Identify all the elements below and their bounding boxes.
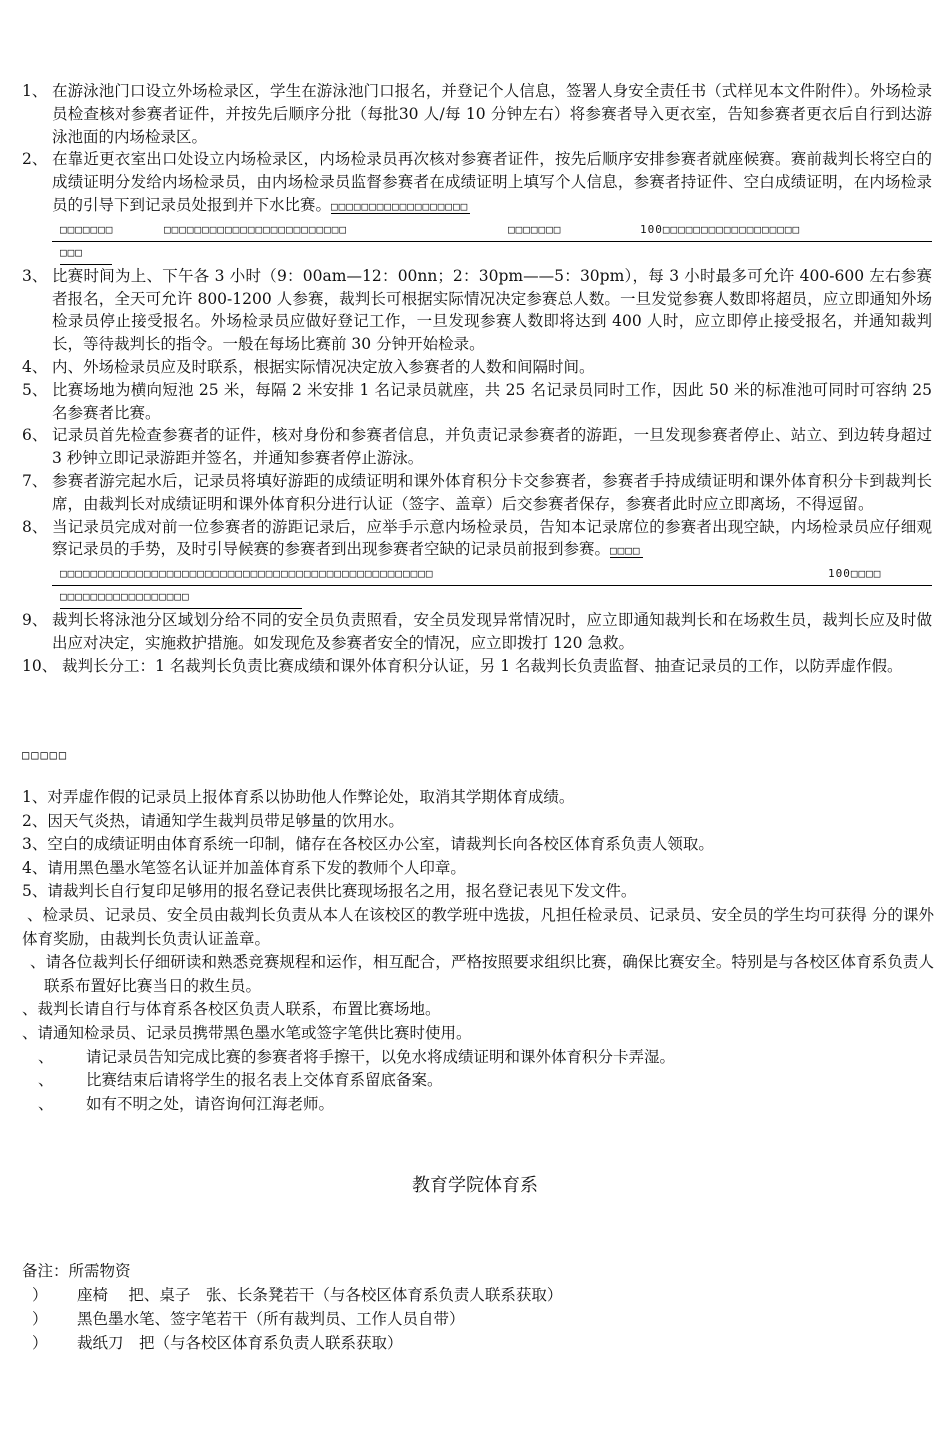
note-prefix: 、 <box>22 905 43 924</box>
item-text: 比赛时间为上、下午各 3 小时（9：00am—12：00nn；2：30pm——5：30pm），每 3 小时最多可允许 400-600 左右参赛者报名，全天可允许 800-1200 人参赛，裁判长可根据实际情况决定参赛总人数。一旦发觉参赛人数即将超员，应立即通知外场检录员停止接受报名。外场检录员应做好登记工作，一旦发现参赛人数即将达到 400 人时，应立即停止接受报名，并通知裁判长，等待裁判长的指令。一般在每场比赛前 30 分钟开始检录。 <box>52 266 932 354</box>
supply-item <box>22 1331 922 1355</box>
supply-item <box>22 1283 922 1307</box>
note-prefix: 4、 <box>22 858 48 877</box>
note-text: 请裁判长自行复印足够用的报名登记表供比赛现场报名之用，报名登记表见下发文件。 <box>47 882 637 901</box>
garbled-text: □□□□□□□□□□□□□□□□□□□□□□□□□□□□□□□□□□□□□□□□□□□□□□□□□ <box>60 567 434 581</box>
list-item <box>22 470 932 516</box>
garbled-text: 100□□□□ <box>828 567 882 581</box>
procedure-list <box>22 80 932 678</box>
list-item <box>22 148 932 264</box>
list-item <box>22 609 932 655</box>
garbled-text: 100□□□□□□□□□□□□□□□□□□ <box>640 222 801 236</box>
note-item <box>22 998 934 1022</box>
supply-prefix: ） <box>32 1310 48 1328</box>
item-number: 7、 <box>22 471 48 490</box>
issuing-organization: 教育学院体育系 <box>412 1175 538 1196</box>
note-text: 请用黑色墨水笔签名认证并加盖体育系下发的教师个人印章。 <box>47 858 466 877</box>
note-item <box>22 1069 934 1093</box>
item-text: 在游泳池门口设立外场检录区，学生在游泳池门口报名，并登记个人信息，签署人身安全责任书（式样见本文件附件）。外场检录员检查核对参赛者证件，并按先后顺序分批（每批30 人/每 10 分钟左右）将参赛者导入更衣室，告知参赛者更衣后自行到达游泳池面的内场检录区。 <box>52 82 932 146</box>
note-prefix: 、 <box>38 1071 54 1090</box>
item-number: 10、 <box>22 656 58 675</box>
item-text: 裁判长将泳池分区域划分给不同的安全员负责照看，安全员发现异常情况时，应立即通知裁判长和在场救生员，裁判长应及时做出应对决定，实施救护措施。如发现危及参赛者安全的情况，应立即拨打 120 急救。 <box>52 611 932 652</box>
item-text: 比赛场地为横向短池 25 米，每隔 2 米安排 1 名记录员就座，共 25 名记录员同时工作，因此 50 米的标准池可同时可容纳 25 名参赛者比赛。 <box>52 380 932 422</box>
supply-text: 座椅 把、桌子 张、长条凳若干（与各校区体育系负责人联系获取） <box>77 1286 563 1304</box>
note-item <box>22 810 934 834</box>
note-text: 请记录员告知完成比赛的参赛者将手擦干，以免水将成绩证明和课外体育积分卡弄湿。 <box>86 1047 676 1066</box>
supplies-title: 备注：所需物资 <box>22 1262 131 1280</box>
garbled-text: □□□□□□□□□□□□□□□□□ <box>60 590 190 604</box>
item-number: 1、 <box>22 82 48 100</box>
item-text: 内、外场检录员应及时联系，根据实际情况决定放入参赛者的人数和间隔时间。 <box>52 357 595 376</box>
item-text <box>52 148 932 218</box>
list-item <box>22 655 932 678</box>
item-number: 2、 <box>22 150 48 169</box>
note-item <box>22 951 934 998</box>
garbled-text: □□□□□□□ <box>508 222 562 236</box>
item-number: 8、 <box>22 517 48 536</box>
note-item <box>22 1022 934 1046</box>
list-item <box>22 356 932 379</box>
garbled-text: □□□□□□□□□□□□□□□□□□□□□□□□ <box>164 222 347 236</box>
supply-item <box>22 1307 922 1331</box>
note-prefix: 1、 <box>22 788 48 806</box>
item-text: 参赛者游完起水后，记录员将填好游距的成绩证明和课外体育积分卡交参赛者，参赛者手持成绩证明和课外体育积分卡到裁判长席，由裁判长对成绩证明和课外体育积分进行认证（签字、盖章）后交参赛者保存，参赛者此时应立即离场，不得逗留。 <box>52 471 932 513</box>
supply-text: 裁纸刀 把（与各校区体育系负责人联系获取） <box>77 1334 403 1352</box>
note-item <box>22 833 934 857</box>
item-number: 5、 <box>22 380 48 399</box>
garbled-text: □□□□ <box>610 544 641 558</box>
notes-list <box>22 786 934 1116</box>
garbled-text: □□□ <box>60 245 83 259</box>
garbled-line <box>60 586 302 609</box>
list-item <box>22 516 932 610</box>
list-item <box>22 265 932 356</box>
note-prefix: 2、 <box>22 811 48 830</box>
note-prefix: 5、 <box>22 882 48 901</box>
item-number: 3、 <box>22 266 48 285</box>
note-prefix: 、 <box>22 1000 38 1019</box>
note-prefix: 、 <box>38 1094 54 1113</box>
note-text: 因天气炎热，请通知学生裁判员带足够量的饮用水。 <box>47 811 404 830</box>
note-item <box>22 904 934 951</box>
garbled-line <box>60 242 112 265</box>
note-item <box>22 1093 934 1117</box>
note-prefix: 、 <box>30 953 46 972</box>
garbled-line <box>52 219 932 242</box>
note-prefix: 3、 <box>22 835 48 854</box>
supply-prefix: ） <box>32 1286 48 1304</box>
item-number: 9、 <box>22 611 48 630</box>
note-text: 检录员、记录员、安全员由裁判长负责从本人在该校区的教学班中选拔，凡担任检录员、记录员、安全员的学生均可获得 分的课外体育奖励，由裁判长负责认证盖章。 <box>22 905 934 948</box>
garbled-text: □□□□□□□□□□□□□□□□□□ <box>331 199 469 213</box>
note-text: 如有不明之处，请咨询何江海老师。 <box>86 1094 335 1113</box>
note-item <box>22 786 934 810</box>
item-text: 记录员首先检查参赛者的证件，核对身份和参赛者信息，并负责记录参赛者的游距，一旦发现参赛者停止、站立、到边转身超过 3 秒钟立即记录游距并签名，并通知参赛者停止游泳。 <box>52 426 932 468</box>
note-item <box>22 1046 934 1070</box>
list-item <box>22 424 932 470</box>
garbled-line <box>52 563 932 586</box>
supply-text: 黑色墨水笔、签字笔若干（所有裁判员、工作人员自带） <box>77 1310 465 1328</box>
supplies-section <box>22 1259 922 1355</box>
item-text <box>52 516 932 564</box>
supply-prefix: ） <box>32 1334 48 1352</box>
note-text: 空白的成绩证明由体育系统一印制，储存在各校区办公室，请裁判长向各校区体育系负责人领取。 <box>47 835 714 854</box>
note-prefix: 、 <box>38 1047 54 1066</box>
item-number: 6、 <box>22 426 48 445</box>
item-text: 裁判长分工：1 名裁判长负责比赛成绩和课外体育积分认证，另 1 名裁判长负责监督、抽查记录员的工作，以防弄虚作假。 <box>62 656 903 675</box>
note-text: 请通知检录员、记录员携带黑色墨水笔或签字笔供比赛时使用。 <box>37 1023 472 1042</box>
garbled-text: □□□□□□□ <box>60 222 114 236</box>
note-text: 对弄虚作假的记录员上报体育系以协助他人作弊论处，取消其学期体育成绩。 <box>47 788 575 806</box>
section-heading: □□□□□ <box>22 748 69 762</box>
list-item <box>22 379 932 425</box>
note-item <box>22 857 934 881</box>
note-prefix: 、 <box>22 1023 38 1042</box>
note-text: 比赛结束后请将学生的报名表上交体育系留底备案。 <box>86 1071 443 1090</box>
list-item <box>22 80 932 148</box>
note-text: 请各位裁判长仔细研读和熟悉竞赛规程和运作，相互配合，严格按照要求组织比赛，确保比赛安全。特别是与各校区体育系负责人联系布置好比赛当日的救生员。 <box>44 953 934 995</box>
item-text-body: 在靠近更衣室出口处设立内场检录区，内场检录员再次核对参赛者证件，按先后顺序安排参赛者就座候赛。赛前裁判长将空白的成绩证明分发给内场检录员，由内场检录员监督参赛者在成绩证明上填写个人信息，参赛者持证件、空白成绩证明，在内场检录员的引导下到记录员处报到并下水比赛。 <box>52 150 932 214</box>
item-number: 4、 <box>22 357 48 376</box>
note-text: 裁判长请自行与体育系各校区负责人联系，布置比赛场地。 <box>37 1000 441 1019</box>
item-text-body: 当记录员完成对前一位参赛者的游距记录后，应举手示意内场检录员，告知本记录席位的参赛者出现空缺，内场检录员应仔细观察记录员的手势，及时引导候赛的参赛者到出现参赛者空缺的记录员前报到参赛。 <box>52 517 932 559</box>
note-item <box>22 880 934 904</box>
